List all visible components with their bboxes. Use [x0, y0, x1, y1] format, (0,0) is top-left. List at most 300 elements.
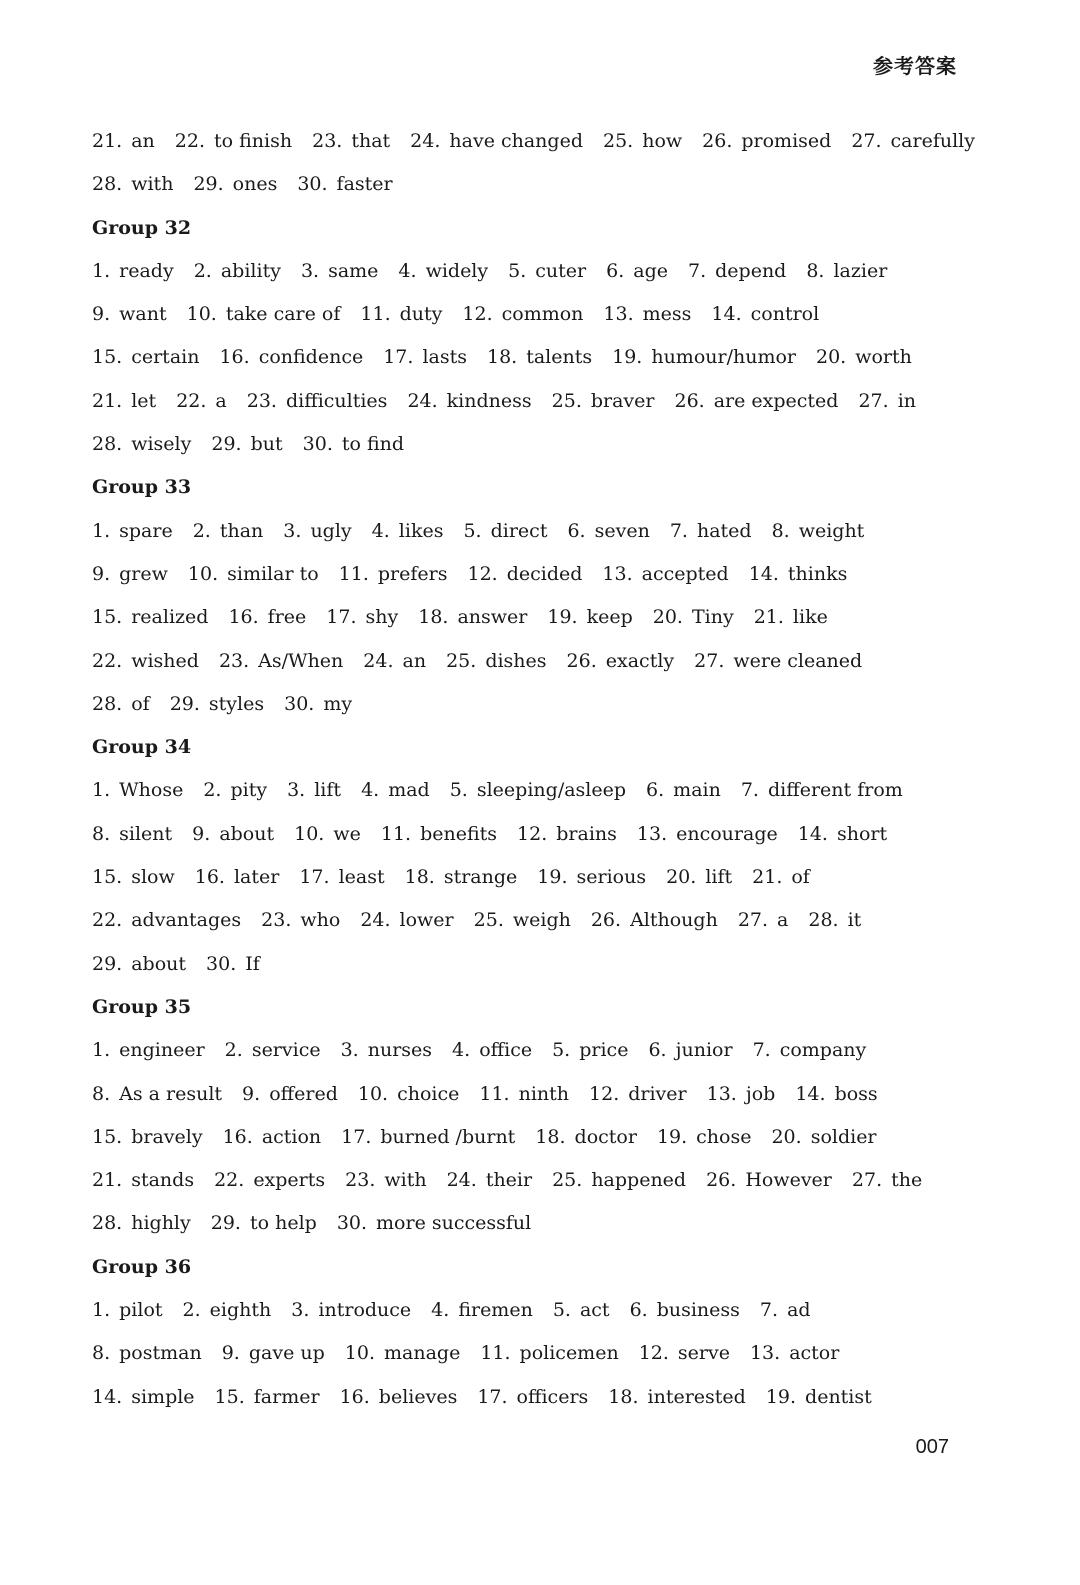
- answer-item: [666, 856, 732, 899]
- answer-text: believes: [378, 1385, 458, 1408]
- answer-text: promised: [741, 130, 832, 152]
- answer-text: were cleaned: [733, 649, 863, 672]
- answer-item: [340, 1376, 458, 1419]
- answer-text: action: [261, 1125, 322, 1148]
- answer-text: weigh: [512, 909, 571, 932]
- answer-number: 16.: [219, 346, 250, 369]
- answer-number: 17.: [477, 1385, 508, 1408]
- answer-text: hated: [696, 519, 752, 542]
- answer-text: exactly: [605, 649, 675, 672]
- answer-line: [92, 1073, 972, 1116]
- answer-item: [299, 856, 384, 899]
- answer-number: 3.: [283, 519, 302, 542]
- answer-item: [92, 596, 208, 639]
- answer-text: weight: [798, 519, 865, 542]
- answer-item: [816, 336, 912, 379]
- answer-text: officers: [516, 1385, 589, 1408]
- answer-item: [92, 1029, 205, 1072]
- answer-text: introduce: [318, 1299, 412, 1322]
- answer-text: price: [579, 1039, 629, 1062]
- answer-item: [648, 1029, 732, 1072]
- answer-number: 24.: [360, 909, 391, 932]
- answer-number: 9.: [92, 562, 111, 585]
- answer-item: [446, 640, 546, 683]
- answer-text: it: [847, 909, 862, 932]
- answer-text: ability: [220, 259, 281, 282]
- answer-item: [188, 553, 319, 596]
- answer-text: As/When: [258, 649, 344, 672]
- answer-number: 9.: [242, 1082, 261, 1105]
- answer-number: 6.: [646, 779, 665, 802]
- answer-item: [287, 769, 341, 812]
- answer-item: [602, 553, 728, 596]
- answer-text: styles: [208, 692, 265, 715]
- answer-number: 29.: [211, 433, 242, 456]
- answer-item: [194, 250, 281, 293]
- answer-number: 28.: [92, 692, 123, 715]
- answer-item: [603, 120, 682, 163]
- answer-item: [283, 510, 351, 553]
- answer-line: [92, 899, 972, 942]
- answer-number: 13.: [603, 303, 634, 326]
- group-title: Group 33: [92, 476, 192, 499]
- answer-line: [92, 1029, 972, 1072]
- answer-number: 9.: [221, 1342, 240, 1365]
- answer-number: 6.: [648, 1039, 667, 1062]
- answer-number: 11.: [479, 1082, 510, 1105]
- answer-item: [92, 683, 150, 726]
- answer-text: free: [267, 606, 307, 629]
- answer-item: [358, 1073, 460, 1116]
- answer-text: how: [642, 130, 683, 152]
- answer-item: [750, 1332, 839, 1375]
- answer-number: 20.: [771, 1125, 802, 1148]
- answer-item: [92, 640, 199, 683]
- answer-item: [806, 250, 887, 293]
- answer-text: simple: [131, 1385, 195, 1408]
- answer-line: [92, 553, 972, 596]
- answer-text: want: [119, 303, 167, 326]
- answer-number: 10.: [187, 562, 219, 585]
- answer-item: [192, 813, 274, 856]
- answer-item: [760, 1289, 811, 1332]
- answer-text: serious: [576, 866, 647, 889]
- answer-item: [547, 596, 632, 639]
- answer-text: like: [792, 606, 828, 629]
- answer-number: 22.: [92, 649, 123, 672]
- answer-number: 25.: [552, 1169, 583, 1192]
- answer-number: 8.: [92, 1082, 111, 1105]
- answer-item: [567, 640, 675, 683]
- answer-number: 1.: [92, 1039, 111, 1062]
- answer-item: [228, 596, 306, 639]
- answer-item: [462, 293, 583, 336]
- answer-text: who: [300, 909, 341, 932]
- answer-item: [688, 250, 786, 293]
- answer-item: [222, 1332, 325, 1375]
- answer-number: 24.: [446, 1169, 477, 1192]
- answer-item: [297, 163, 392, 206]
- answer-line: [92, 596, 972, 639]
- answer-text: duty: [399, 303, 443, 326]
- answer-item: [345, 1159, 426, 1202]
- answer-text: As a result: [119, 1082, 223, 1105]
- answer-text: thinks: [787, 562, 848, 585]
- answer-text: seven: [594, 519, 650, 542]
- answer-text: about: [131, 952, 187, 975]
- answer-text: lower: [399, 909, 454, 932]
- answer-key-content: [92, 120, 975, 1419]
- answer-item: [361, 769, 430, 812]
- answer-line: [92, 943, 972, 986]
- answer-item: [92, 1159, 194, 1202]
- answer-text: let: [131, 389, 157, 412]
- answer-text: slow: [131, 866, 175, 889]
- answer-line: [92, 380, 972, 423]
- answer-number: 10.: [294, 822, 325, 845]
- answer-item: [92, 336, 199, 379]
- answer-text: offered: [269, 1082, 338, 1105]
- answer-number: 21.: [92, 1169, 123, 1192]
- answer-number: 12.: [462, 303, 493, 326]
- answer-item: [447, 1159, 533, 1202]
- answer-text: widely: [425, 259, 489, 282]
- answer-text: lift: [705, 866, 733, 889]
- answer-number: 25.: [551, 389, 582, 412]
- answer-item: [92, 250, 174, 293]
- answer-number: 1.: [92, 259, 111, 282]
- answer-number: 19.: [765, 1385, 797, 1408]
- answer-number: 7.: [687, 259, 707, 282]
- answer-item: [407, 380, 531, 423]
- answer-number: 5.: [508, 259, 527, 282]
- answer-text: office: [479, 1039, 533, 1062]
- answer-text: we: [333, 822, 361, 845]
- answer-number: 2.: [224, 1039, 243, 1062]
- group-title: Group 36: [92, 1255, 192, 1278]
- answer-text: ad: [787, 1299, 811, 1322]
- answer-text: of: [791, 866, 810, 889]
- answer-number: 2.: [193, 259, 212, 282]
- answer-item: [92, 856, 175, 899]
- answer-item: [608, 1376, 746, 1419]
- answer-number: 12.: [638, 1342, 669, 1365]
- answer-item: [772, 510, 865, 553]
- answer-item: [707, 1073, 776, 1116]
- answer-number: 1.: [92, 519, 111, 542]
- answer-line: [92, 510, 972, 553]
- answer-number: 14.: [797, 822, 828, 845]
- answer-number: 29.: [210, 1212, 241, 1235]
- answer-item: [702, 120, 831, 163]
- answer-text: firemen: [458, 1299, 533, 1322]
- answer-number: 8.: [771, 519, 790, 542]
- answer-line: [92, 293, 972, 336]
- answer-text: main: [673, 779, 721, 802]
- answer-text: an: [402, 649, 427, 672]
- answer-text: than: [219, 519, 264, 542]
- answer-line: [92, 813, 972, 856]
- answer-text: advantages: [131, 909, 242, 932]
- answer-text: prefers: [377, 562, 448, 585]
- answer-text: act: [579, 1299, 610, 1322]
- answer-text: engineer: [119, 1039, 205, 1062]
- answer-text: the: [891, 1169, 923, 1192]
- answer-item: [749, 553, 848, 596]
- answer-number: 22.: [174, 130, 206, 152]
- answer-item: [170, 683, 264, 726]
- answer-item: [215, 1376, 320, 1419]
- answer-number: 4.: [371, 519, 390, 542]
- answer-item: [851, 120, 975, 163]
- answer-number: 29.: [193, 173, 224, 196]
- answer-text: encourage: [676, 822, 778, 845]
- answer-item: [637, 813, 778, 856]
- answer-text: that: [351, 130, 391, 152]
- answer-text: experts: [253, 1169, 326, 1192]
- answer-item: [567, 510, 649, 553]
- answer-item: [670, 510, 752, 553]
- answer-line: [92, 1202, 972, 1245]
- answer-item: [858, 380, 916, 423]
- answer-number: 18.: [486, 346, 518, 369]
- answer-item: [383, 336, 467, 379]
- answer-text: shy: [365, 606, 399, 629]
- answer-number: 26.: [702, 130, 733, 152]
- answer-text: business: [656, 1299, 740, 1322]
- answer-number: 15.: [92, 1125, 123, 1148]
- answer-item: [261, 899, 340, 942]
- answer-text: in: [897, 389, 917, 412]
- answer-number: 19.: [547, 606, 578, 629]
- answer-item: [711, 293, 819, 336]
- group-title: Group 34: [92, 736, 192, 759]
- answer-text: confidence: [258, 346, 364, 369]
- answer-number: 27.: [851, 1169, 883, 1192]
- answer-text: kindness: [446, 389, 532, 412]
- answer-number: 13.: [749, 1342, 781, 1365]
- answer-item: [381, 813, 497, 856]
- answer-item: [193, 163, 277, 206]
- answer-text: but: [250, 433, 283, 456]
- answer-number: 26.: [706, 1169, 737, 1192]
- answer-number: 5.: [552, 1299, 571, 1322]
- answer-text: spare: [119, 519, 173, 542]
- answer-text: common: [501, 303, 584, 326]
- answer-text: Whose: [119, 779, 184, 802]
- answer-text: lazier: [833, 259, 888, 282]
- answer-item: [225, 1029, 321, 1072]
- answer-text: mess: [642, 303, 692, 326]
- answer-item: [479, 1073, 569, 1116]
- answer-number: 25.: [446, 649, 477, 672]
- answer-item: [341, 1029, 432, 1072]
- answer-number: 14.: [795, 1082, 826, 1105]
- answer-text: stands: [131, 1169, 195, 1192]
- answer-text: strange: [443, 866, 518, 889]
- answer-number: 1.: [92, 779, 111, 802]
- answer-line: [92, 1289, 972, 1332]
- answer-item: [339, 553, 448, 596]
- answer-number: 10.: [344, 1342, 375, 1365]
- answer-text: control: [750, 303, 820, 326]
- answer-text: job: [745, 1082, 776, 1105]
- answer-item: [211, 1202, 317, 1245]
- answer-number: 11.: [338, 562, 369, 585]
- answer-number: 16.: [194, 866, 225, 889]
- answer-item: [398, 250, 488, 293]
- answer-item: [657, 1116, 752, 1159]
- answer-item: [467, 553, 582, 596]
- answer-number: 26.: [590, 909, 622, 932]
- answer-number: 2.: [203, 779, 222, 802]
- answer-number: 5.: [449, 779, 468, 802]
- answer-text: lasts: [422, 346, 467, 369]
- answer-text: pity: [230, 779, 268, 802]
- answer-number: 16.: [339, 1385, 370, 1408]
- answer-item: [646, 769, 721, 812]
- answer-text: a: [777, 909, 789, 932]
- answer-text: to finish: [214, 130, 293, 152]
- answer-text: wished: [131, 649, 199, 672]
- answer-line: [92, 1116, 972, 1159]
- page-number: 007: [915, 1436, 949, 1458]
- answer-text: my: [323, 692, 353, 715]
- answer-text: are expected: [713, 389, 839, 412]
- answer-number: 18.: [418, 606, 449, 629]
- answer-number: 24.: [407, 389, 438, 412]
- answer-number: 14.: [92, 1385, 123, 1408]
- answer-number: 26.: [674, 389, 705, 412]
- answer-text: likes: [398, 519, 444, 542]
- answer-text: depend: [715, 259, 787, 282]
- answer-text: lift: [314, 779, 342, 802]
- answer-number: 3.: [300, 259, 320, 282]
- answer-item: [431, 1289, 533, 1332]
- answer-text: actor: [789, 1342, 840, 1365]
- answer-number: 27.: [858, 389, 889, 412]
- answer-item: [410, 120, 583, 163]
- answer-text: brains: [556, 822, 617, 845]
- answer-item: [211, 423, 282, 466]
- answer-item: [552, 1029, 628, 1072]
- answer-line: [92, 423, 972, 466]
- answer-text: keep: [586, 606, 633, 629]
- answer-number: 30.: [336, 1212, 368, 1235]
- answer-item: [187, 293, 341, 336]
- answer-number: 2.: [192, 519, 211, 542]
- answer-text: farmer: [253, 1385, 320, 1408]
- answer-text: to find: [341, 433, 405, 456]
- answer-number: 12.: [517, 822, 548, 845]
- answer-text: different from: [767, 779, 903, 802]
- answer-item: [193, 510, 264, 553]
- answer-number: 21.: [752, 866, 783, 889]
- answer-item: [203, 769, 267, 812]
- answer-item: [752, 856, 810, 899]
- answer-item: [606, 250, 668, 293]
- answer-number: 28.: [92, 1212, 123, 1235]
- answer-text: with: [131, 173, 174, 196]
- answer-number: 27.: [737, 909, 769, 932]
- answer-number: 12.: [589, 1082, 620, 1105]
- answer-number: 3.: [291, 1299, 310, 1322]
- answer-number: 20.: [652, 606, 683, 629]
- answer-number: 18.: [535, 1125, 566, 1148]
- answer-number: 27.: [851, 130, 882, 152]
- answer-item: [303, 423, 404, 466]
- answer-number: 12.: [467, 562, 498, 585]
- answer-number: 23.: [218, 649, 250, 672]
- answer-number: 6.: [629, 1299, 648, 1322]
- answer-item: [92, 769, 183, 812]
- answer-number: 21.: [753, 606, 784, 629]
- answer-number: 14.: [711, 303, 742, 326]
- answer-item: [450, 769, 626, 812]
- answer-item: [487, 336, 592, 379]
- answer-text: least: [338, 866, 385, 889]
- page-header: 参考答案: [873, 54, 957, 78]
- answer-text: short: [836, 822, 888, 845]
- answer-item: [591, 899, 718, 942]
- answer-item: [223, 1116, 322, 1159]
- answer-number: 7.: [740, 779, 759, 802]
- answer-text: burned /burnt: [380, 1125, 516, 1148]
- answer-item: [219, 640, 343, 683]
- answer-item: [242, 1073, 338, 1116]
- answer-number: 25.: [602, 130, 634, 152]
- answer-text: more successful: [376, 1212, 532, 1235]
- answer-text: postman: [119, 1342, 202, 1365]
- answer-item: [766, 1376, 872, 1419]
- answer-number: 4.: [361, 779, 380, 802]
- answer-number: 3.: [340, 1039, 359, 1062]
- answer-text: wisely: [131, 433, 192, 456]
- answer-text: cuter: [535, 259, 587, 282]
- answer-number: 6.: [567, 519, 586, 542]
- answer-text: gave up: [248, 1342, 325, 1365]
- answer-text: their: [485, 1169, 533, 1192]
- answer-item: [372, 510, 444, 553]
- answer-text: policemen: [519, 1342, 619, 1365]
- answer-text: braver: [590, 389, 655, 412]
- group-title: Group 35: [92, 995, 192, 1018]
- answer-item: [176, 380, 227, 423]
- answer-item: [630, 1289, 740, 1332]
- answer-line: [92, 1159, 972, 1202]
- answer-item: [284, 683, 352, 726]
- answer-item: [294, 813, 361, 856]
- answer-item: [477, 1376, 588, 1419]
- answer-item: [771, 1116, 876, 1159]
- answer-item: [589, 1073, 687, 1116]
- answer-number: 22.: [176, 389, 207, 412]
- answer-number: 13.: [636, 822, 668, 845]
- answer-number: 30.: [297, 173, 328, 196]
- answer-number: 26.: [566, 649, 597, 672]
- answer-item: [92, 1376, 195, 1419]
- answer-item: [798, 813, 887, 856]
- answer-text: boss: [834, 1082, 878, 1105]
- answer-number: 29.: [169, 692, 200, 715]
- answer-item: [92, 1073, 222, 1116]
- answer-text: However: [745, 1169, 832, 1192]
- answer-line: [92, 250, 972, 293]
- answer-item: [612, 336, 796, 379]
- answer-number: 4.: [452, 1039, 471, 1062]
- answer-text: chose: [696, 1125, 752, 1148]
- answer-text: Although: [630, 909, 718, 932]
